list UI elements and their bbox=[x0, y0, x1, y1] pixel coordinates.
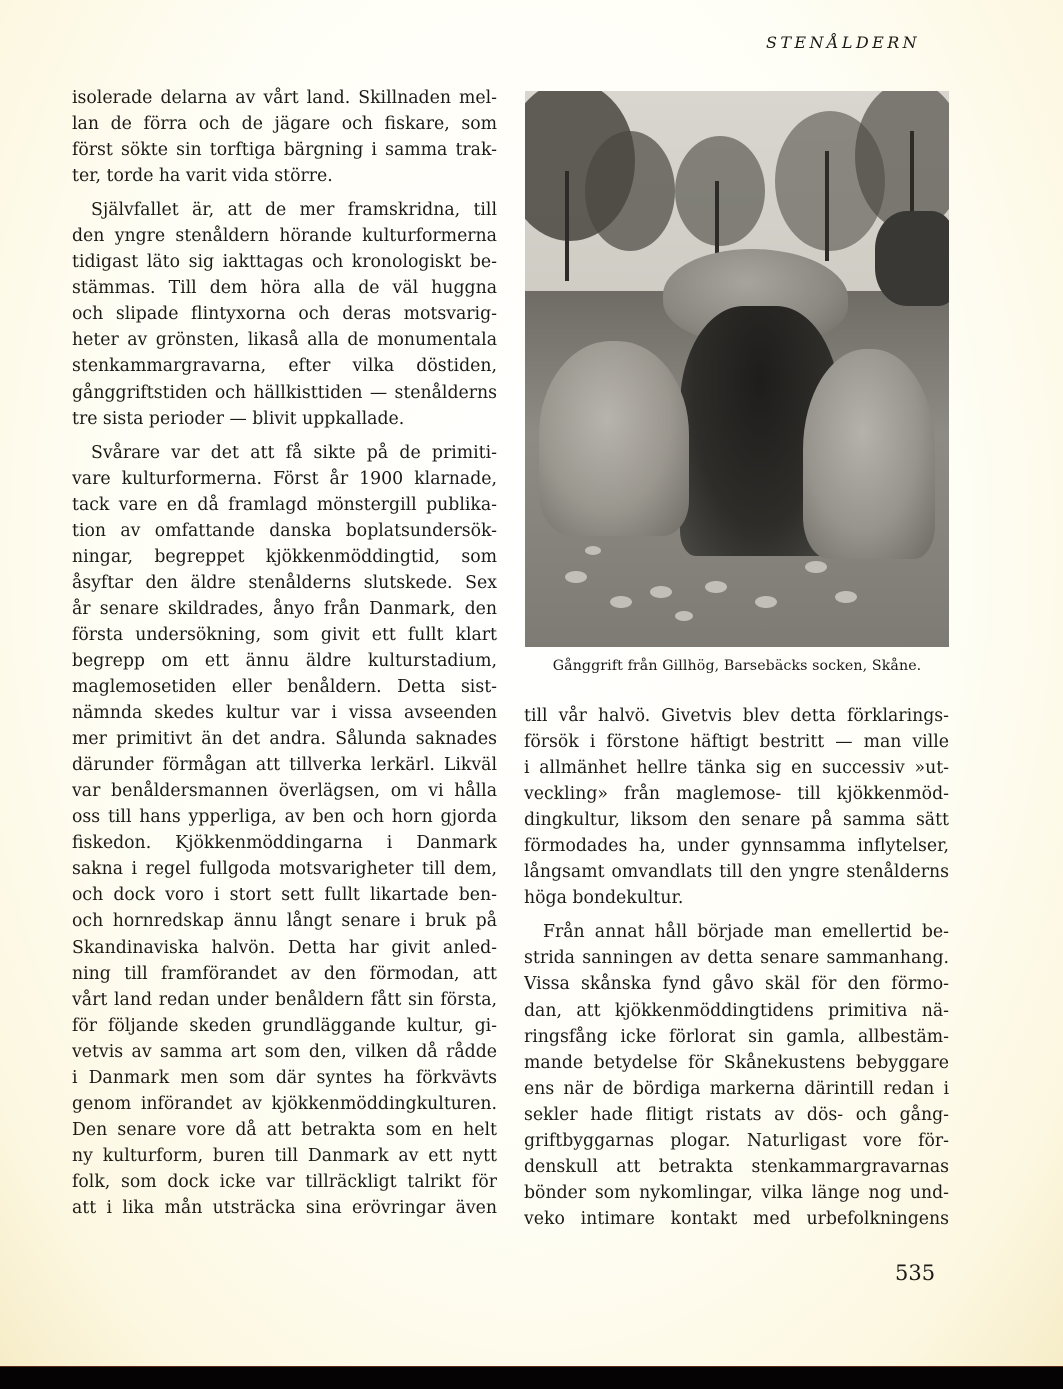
text-line: år senare skildrades, ånyo från Danmark, den bbox=[72, 598, 497, 619]
text-line: tidigast läto sig iakttagas och kronologiskt be- bbox=[72, 252, 497, 273]
text-line: begrepp om ett ännu äldre kulturstadium, bbox=[72, 650, 497, 671]
text-line: heter av grönsten, likaså alla de monumentala bbox=[72, 330, 497, 351]
text-line: ter, torde ha varit vida större. bbox=[72, 166, 333, 187]
text-line: Svårare var det att få sikte på de primiti- bbox=[91, 442, 497, 463]
text-line: Från annat håll började man emellertid be- bbox=[543, 922, 949, 943]
left-column bbox=[72, 85, 497, 1221]
text-line: ringsfång icke förlorat sin gamla, allbestäm- bbox=[524, 1026, 949, 1047]
text-line: stämmas. Till dem höra alla de väl huggna bbox=[72, 278, 497, 299]
text-line: första undersökning, som givit ett fullt klart bbox=[72, 624, 497, 645]
text-line: oss till hans ypperliga, av ben och horn gjorda bbox=[72, 807, 497, 828]
text-line: sekler hade flitigt ristats av dös- och gång- bbox=[524, 1104, 949, 1125]
text-line: dingkultur, liksom den senare på samma sätt bbox=[524, 810, 949, 831]
text-line: veckling» från maglemose- till kjökkenmöd- bbox=[524, 784, 949, 805]
text-line: till vår halvö. Givetvis blev detta förklarings- bbox=[524, 706, 949, 726]
text-line: var benåldersmannen överlägsen, om vi hålla bbox=[72, 781, 497, 802]
text-line: folk, som dock icke var tillräckligt talrikt för bbox=[72, 1171, 497, 1192]
text-line: därunder förmågan att tillverka lerkärl. Likväl bbox=[72, 755, 497, 776]
text-line: sakna i regel fullgoda motsvarigheter till dem, bbox=[72, 859, 497, 880]
text-line: åsyftar den äldre stenålderns slutskede. Sex bbox=[72, 572, 497, 593]
text-line: veko intimare kontakt med urbefolkningens bbox=[524, 1208, 949, 1229]
text-line: maglemosetiden eller benåldern. Detta sist- bbox=[72, 677, 497, 698]
text-line: förmodades ha, under gynnsamma inflytelser, bbox=[524, 836, 949, 857]
text-line: fiskedon. Kjökkenmöddingarna i Danmark bbox=[72, 833, 497, 854]
scan-border bbox=[0, 1366, 1063, 1389]
text-line: tack vare en då framlagd mönstergill publika- bbox=[72, 494, 497, 515]
text-line: i allmänhet hellre tänka sig en successiv »ut- bbox=[524, 758, 949, 779]
text-line: höga bondekultur. bbox=[524, 888, 684, 909]
right-column bbox=[524, 703, 949, 1232]
text-line: Den senare vore då att betrakta som en helt bbox=[72, 1119, 497, 1140]
text-line: strida sanningen av detta senare sammanhang. bbox=[524, 948, 949, 969]
text-line: vårt land redan under benåldern fått sin första, bbox=[72, 989, 497, 1010]
text-line: och slipade flintyxorna och deras motsvarig- bbox=[72, 304, 497, 325]
text-line: isolerade delarna av vårt land. Skillnaden mel- bbox=[72, 88, 497, 108]
text-line: den yngre stenåldern hörande kulturformerna bbox=[72, 226, 497, 247]
text-line: först sökte sin torftiga bärgning i samma trak- bbox=[72, 140, 497, 161]
text-line: för följande skeden grundläggande kultur, gi- bbox=[72, 1015, 497, 1036]
running-head: STENÅLDERN bbox=[766, 33, 921, 52]
text-line: vetvis av samma art som den, vilken då rådde bbox=[72, 1041, 497, 1062]
text-line: att i lika mån utsträcka sina erövringar även bbox=[72, 1197, 497, 1218]
text-line: nämnda skedes kultur var i vissa avseenden bbox=[72, 703, 497, 724]
text-line: och hornredskap ännu långt senare i bruk på bbox=[72, 911, 497, 932]
text-line: och dock voro i stort sett fullt likartade ben- bbox=[72, 885, 497, 906]
text-line: långsamt omvandlats till den yngre stenålderns bbox=[524, 862, 949, 883]
text-line: tre sista perioder — blivit uppkallade. bbox=[72, 408, 405, 429]
text-line: stenkammargravarna, efter vilka döstiden, bbox=[72, 356, 497, 377]
text-line: denskull att betrakta stenkammargravarnas bbox=[524, 1156, 949, 1177]
text-line: ning till framförandet av den förmodan, att bbox=[72, 963, 497, 984]
text-line: lan de förra och de jägare och fiskare, som bbox=[72, 114, 497, 135]
figure-caption: Gånggrift från Gillhög, Barsebäcks socken, Skåne. bbox=[552, 658, 922, 674]
text-line: gånggriftstiden och hällkisttiden — stenålderns bbox=[72, 382, 497, 403]
text-line: Självfallet är, att de mer framskridna, till bbox=[91, 200, 497, 221]
text-line: mande betydelse för Skånekustens bebyggare bbox=[524, 1052, 949, 1073]
text-line: mer primitivt än det andra. Sålunda saknades bbox=[72, 729, 497, 750]
text-line: ens när de bördiga markerna därintill redan i bbox=[524, 1078, 949, 1099]
passage-grave-photo bbox=[525, 91, 949, 647]
text-line: vare kulturformerna. Först år 1900 klarnade, bbox=[72, 468, 497, 489]
text-line: i Danmark men som där syntes ha förkvävts bbox=[72, 1067, 497, 1088]
text-line: ny kulturform, buren till Danmark av ett nytt bbox=[72, 1145, 497, 1166]
page-number: 535 bbox=[895, 1261, 936, 1285]
text-line: griftbyggarnas plogar. Naturligast vore för- bbox=[524, 1130, 949, 1151]
text-line: dan, att kjökkenmöddingtidens primitiva nä- bbox=[524, 1000, 949, 1021]
text-line: ningar, begreppet kjökkenmöddingtid, som bbox=[72, 546, 497, 567]
text-line: Vissa skånska fynd gåvo skäl för den förmo- bbox=[524, 974, 949, 995]
text-line: genom införandet av kjökkenmöddingkulturen. bbox=[72, 1093, 497, 1114]
text-line: försök i förstone häftigt bestritt — man ville bbox=[524, 732, 949, 753]
text-line: Skandinaviska halvön. Detta har givit anled- bbox=[72, 937, 497, 958]
text-line: tion av omfattande danska boplatsundersök- bbox=[72, 520, 497, 541]
text-line: bönder som nykomlingar, vilka länge nog und- bbox=[524, 1182, 949, 1203]
